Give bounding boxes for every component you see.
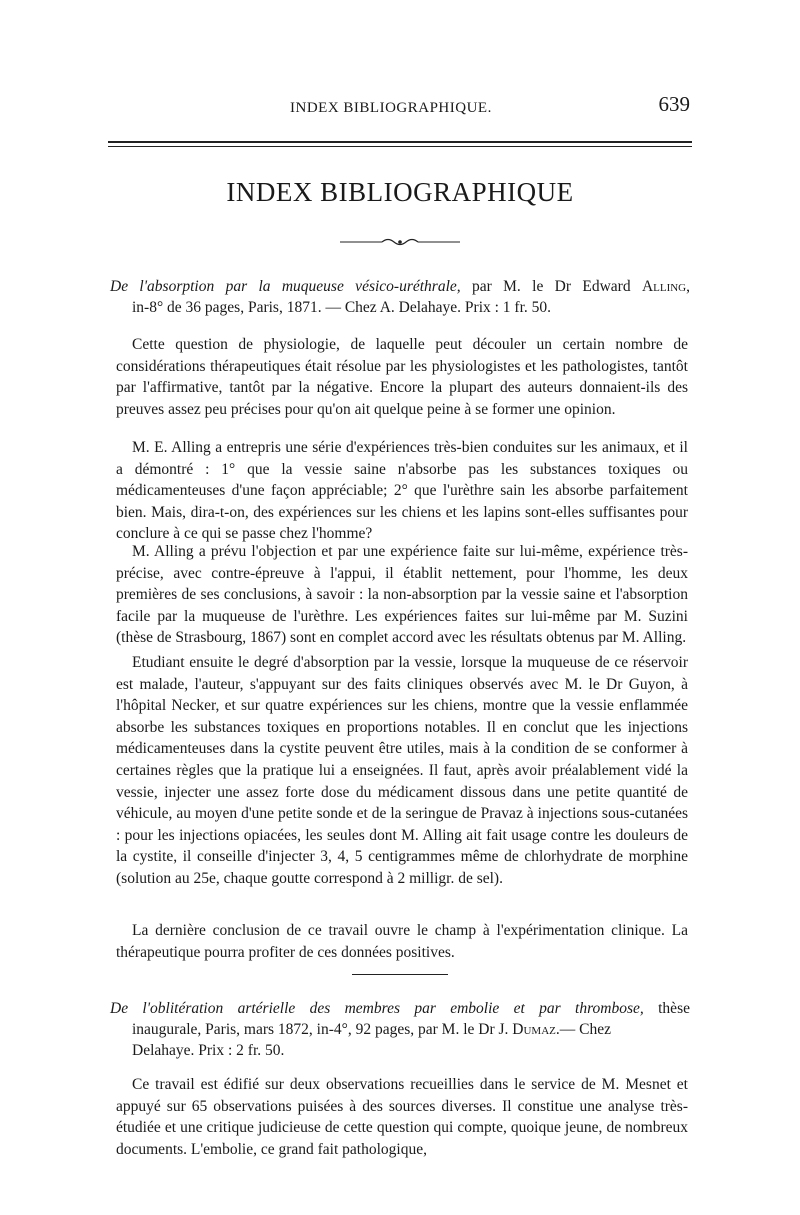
entry-2-heading (110, 998, 690, 1061)
page-number: 639 (658, 92, 690, 116)
entry-1-author: Alling, (641, 278, 690, 295)
running-head-title: INDEX BIBLIOGRAPHIQUE. (290, 100, 492, 116)
entry-1-paragraph-4: Etudiant ensuite le degré d'absorption par la vessie, lorsque la muqueuse de ce réservoir est malade, l'auteur, s'appuyant sur des faits cliniques observés avec M. le Dr Guyon, à l'hôpital Necker, et sur quatre expériences sur les chiens, montre que la vessie enflammée absorbe les substances toxiques en proportions notables. Il en conclut que les injections médicamenteuses dans la cystite peuvent être utiles, mais à la condition de se conformer à certaines règles que la pratique lui a enseignées. Il faut, après avoir préalablement vidé la vessie, injecter une assez forte dose du médicament dissous dans une petite quantité de véhicule, au moyen d'une petite sonde et de la seringue de Pravaz à injections sous-cutanées : pour les injections opiacées, les seules dont M. Alling ait fait usage contre les douleurs de la cystite, il conseille d'injecter 3, 4, 5 centigrammes même de chlorhydrate de morphine (solution au 25e, chaque goutte correspond à 2 milligr. de sel). (116, 654, 688, 887)
entry-2-publisher-start: — Chez (559, 1021, 611, 1038)
entry-2-paragraph-1: Ce travail est édifié sur deux observations recueillies dans le service de M. Mesnet et appuyé sur 65 observations puisées à des sources diverses. Il constitue une analyse très-étudiée et une critique judicieuse de cette question qui compte, quoique jeune, de nombreux documents. L'embolie, ce grand fait pathologique, (116, 1076, 688, 1158)
entry-2-heading-line-1 (110, 998, 690, 1019)
section-divider (352, 974, 448, 975)
entry-1-paragraph-5: La dernière conclusion de ce travail ouvre le champ à l'expérimentation clinique. La thérapeutique pourra profiter de ces données positives. (116, 922, 688, 961)
entry-2-publication-start: inaugurale, Paris, mars 1872, in-4°, 92 pages, par M. le Dr J. (132, 1021, 509, 1038)
entry-1-title: De l'absorption par la muqueuse vésico-uréthrale, (110, 278, 461, 295)
header-rule (108, 141, 692, 147)
entry-2-author: Dumaz. (512, 1021, 560, 1038)
entry-1-by: par M. le Dr Edward (460, 278, 631, 295)
entry-2-title: De l'oblitération artérielle des membres par embolie et par thrombose, (110, 1000, 644, 1017)
entry-1-heading (110, 276, 690, 318)
entry-1-publication: in-8° de 36 pages, Paris, 1871. — Chez A. Delahaye. Prix : 1 fr. 50. (132, 299, 552, 316)
running-head (110, 92, 690, 122)
page-title: INDEX BIBLIOGRAPHIQUE (226, 177, 574, 207)
entry-1-heading-line-1 (110, 276, 690, 297)
entry-2-thesis: thèse (643, 1000, 690, 1017)
entry-1-paragraph-2: M. E. Alling a entrepris une série d'expériences très-bien conduites sur les animaux, et il a démontré : 1° que la vessie saine n'absorbe pas les substances toxiques ou médicamenteuses d'une façon appréciable; 2° que l'urèthre sain les absorbe parfaitement bien. Mais, dira-t-on, des expériences sur les chiens et les lapins sont-elles suffisantes pour conclure à ce qui se passe chez l'homme? (116, 439, 688, 543)
ornament-flourish (340, 236, 460, 248)
entry-2-publication (110, 1019, 690, 1040)
entry-2-price: Delahaye. Prix : 2 fr. 50. (132, 1042, 285, 1059)
entry-1-paragraph-3: M. Alling a prévu l'objection et par une expérience faite sur lui-même, expérience très-précise, avec contre-épreuve à l'appui, il établit nettement, pour l'homme, les deux premières de ses conclusions, à savoir : la non-absorption par la vessie saine et l'absorption facile par la muqueuse de l'urèthre. Les expériences faites sur lui-même par M. Suzini (thèse de Strasbourg, 1867) sont en complet accord avec les résultats obtenus par M. Alling. (116, 543, 688, 647)
entry-1-paragraph-1: Cette question de physiologie, de laquelle peut découler un certain nombre de considérations thérapeutiques était résolue par les physiologistes et les pathologistes, tantôt par l'affirmative, tantôt par la négative. Encore la plupart des auteurs donnaient-ils des preuves assez peu précises pour qu'on ait quelque peine à se former une opinion. (116, 336, 688, 418)
